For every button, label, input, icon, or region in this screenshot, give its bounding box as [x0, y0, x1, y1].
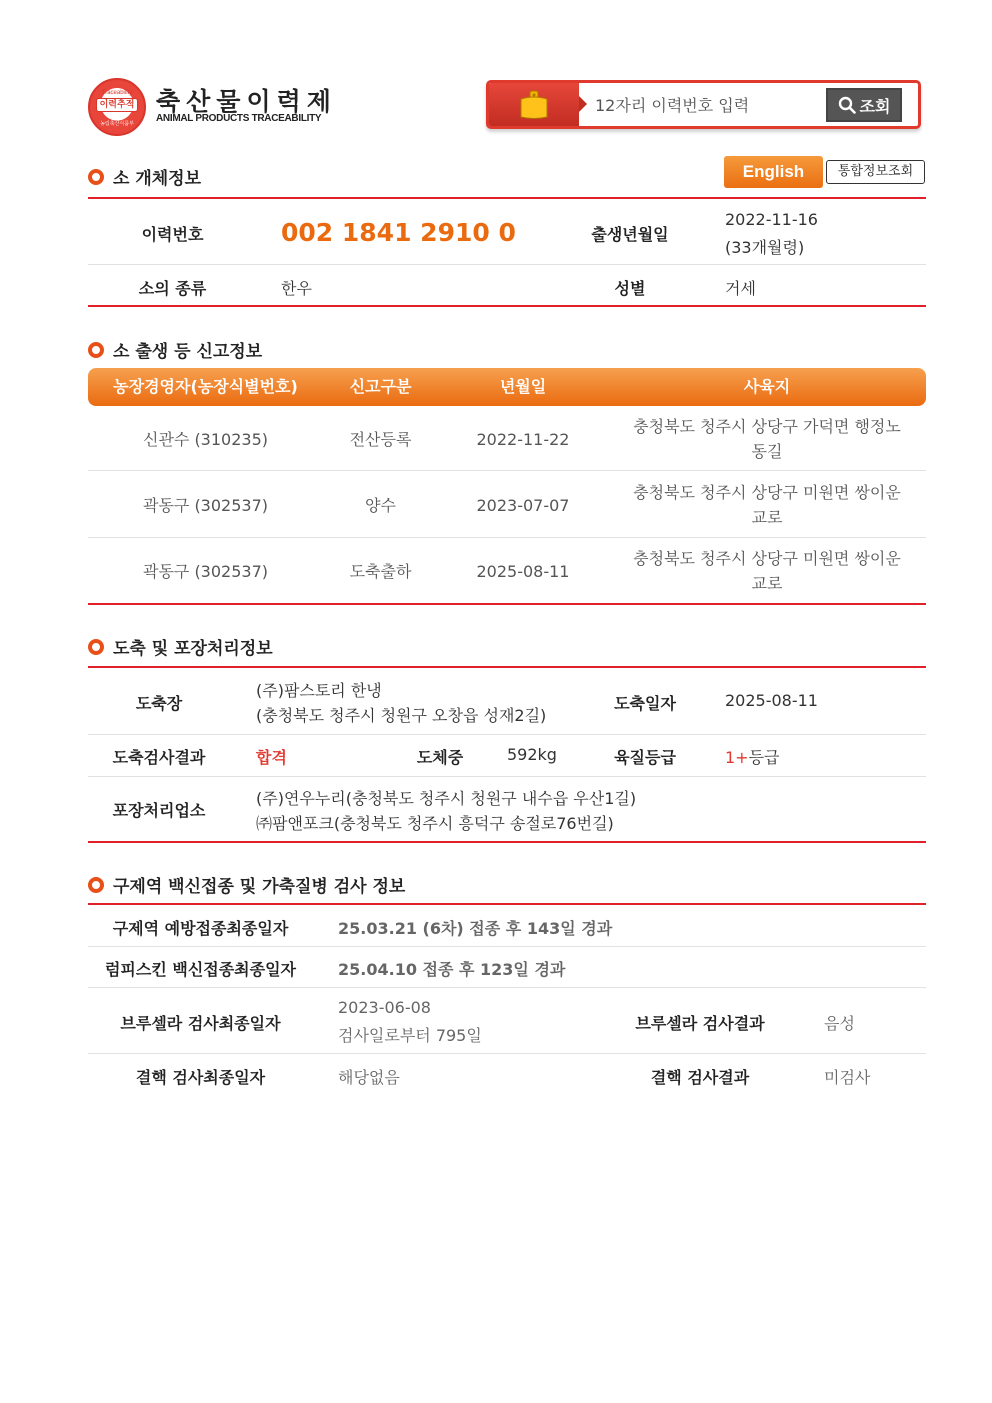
carcass-weight-label: 도체중	[416, 748, 464, 767]
section-title: 도축 및 포장처리정보	[113, 639, 273, 659]
brucella-days-value: 검사일로부터 795일	[338, 1026, 482, 1045]
report-address-line1: 충청북도 청주시 상당구 가덕면 행정노	[633, 417, 901, 436]
badge-top-text: Traceability	[101, 90, 133, 96]
lsd-vaccine-value: 25.04.10 접종 후 123일 경과	[338, 960, 566, 979]
ear-tag-panel	[489, 83, 579, 126]
search-button-label: 조회	[859, 96, 891, 116]
lsd-vaccine-label: 럼피스킨 백신접종최종일자	[104, 960, 297, 979]
section-bullet-icon	[88, 639, 104, 655]
section-vaccine-info-heading	[88, 872, 405, 897]
brucella-result-label: 브루셀라 검사결과	[635, 1014, 765, 1033]
site-subtitle: ANIMAL PRODUCTS TRACEABILITY	[156, 113, 322, 124]
report-address-line2: 교로	[751, 508, 783, 527]
traceability-logo	[88, 78, 146, 136]
report-owner-cell: 신관수 (310235)	[142, 430, 269, 449]
report-table-header	[88, 368, 926, 406]
birth-age-value: (33개월령)	[725, 238, 805, 257]
badge-mid-text: 이력추적	[96, 98, 138, 112]
inspection-result-label: 도축검사결과	[112, 748, 206, 767]
section-title: 구제역 백신접종 및 가축질병 검사 정보	[113, 877, 406, 897]
fmd-vaccine-value: 25.03.21 (6차) 접종 후 143일 경과	[338, 919, 613, 938]
report-address-line1: 충청북도 청주시 상당구 미원면 쌍이운	[633, 483, 901, 502]
divider	[88, 666, 926, 668]
row-divider	[88, 734, 926, 735]
report-address-line2: 동길	[751, 442, 783, 461]
row-divider	[88, 946, 926, 947]
breed-label: 소의 종류	[138, 279, 207, 298]
birth-date-label: 출생년월일	[591, 225, 669, 244]
tb-date-value: 해당없음	[338, 1068, 400, 1087]
brucella-date-value: 2023-06-08	[338, 998, 431, 1017]
packer-label: 포장처리업소	[112, 801, 206, 820]
birth-date-value: 2022-11-16	[725, 210, 818, 229]
slaughter-date-value: 2025-08-11	[725, 691, 818, 710]
site-header	[88, 78, 922, 136]
section-title: 소 출생 등 신고정보	[113, 342, 263, 362]
packer-1: (주)연우누리(충청북도 청주시 청원구 내수읍 우산1길)	[256, 789, 637, 808]
column-header: 신고구분	[349, 377, 412, 396]
packer-2: ㈜팜앤포크(충청북도 청주시 흥덕구 송절로76번길)	[256, 814, 614, 833]
meat-grade-label: 육질등급	[614, 748, 676, 767]
report-type-cell: 양수	[365, 496, 396, 515]
divider	[88, 603, 926, 605]
row-divider	[88, 264, 926, 265]
report-type-cell: 전산등록	[349, 430, 412, 449]
carcass-weight-value: 592kg	[507, 745, 557, 764]
section-bullet-icon	[88, 342, 104, 358]
slaughterhouse-label: 도축장	[135, 694, 183, 713]
trace-number-search-input[interactable]	[595, 91, 817, 119]
section-title: 소 개체정보	[113, 169, 202, 189]
trace-number-value: 002 1841 2910 0	[281, 218, 516, 247]
row-divider	[88, 537, 926, 538]
report-address-line2: 교로	[751, 574, 783, 593]
tb-date-label: 결핵 검사최종일자	[135, 1068, 266, 1087]
report-date-cell: 2022-11-22	[476, 430, 570, 449]
slaughterhouse-address: (충청북도 청주시 청원구 오창읍 성재2길)	[256, 706, 547, 725]
report-date-cell: 2023-07-07	[476, 496, 570, 515]
column-header: 사육지	[743, 377, 791, 396]
report-owner-cell: 곽동구 (302537)	[142, 562, 269, 581]
english-button[interactable]: English	[724, 156, 823, 188]
report-address-line1: 충청북도 청주시 상당구 미원면 쌍이운	[633, 549, 901, 568]
search-bar	[486, 80, 921, 129]
brucella-date-label: 브루셀라 검사최종일자	[120, 1014, 281, 1033]
site-title: 축산물이력제	[156, 87, 337, 116]
meat-grade-prefix: 1+	[725, 748, 749, 767]
section-bullet-icon	[88, 169, 104, 185]
search-icon	[838, 96, 856, 114]
report-date-cell: 2025-08-11	[476, 562, 570, 581]
row-divider	[88, 1053, 926, 1054]
divider	[88, 305, 926, 307]
brucella-result-value: 음성	[824, 1014, 855, 1033]
trace-number-label: 이력번호	[141, 225, 204, 244]
row-divider	[88, 776, 926, 777]
inspection-result-value: 합격	[256, 748, 287, 767]
column-header: 년월일	[499, 377, 547, 396]
divider	[88, 903, 926, 905]
breed-value: 한우	[281, 279, 312, 298]
integrated-info-button[interactable]: 통합정보조회	[826, 160, 925, 184]
divider	[88, 841, 926, 843]
badge-bottom-text: 농림축산식품부	[100, 121, 134, 127]
report-owner-cell: 곽동구 (302537)	[142, 496, 269, 515]
divider	[88, 197, 926, 199]
row-divider	[88, 987, 926, 988]
fmd-vaccine-label: 구제역 예방접종최종일자	[112, 919, 289, 938]
slaughter-date-label: 도축일자	[614, 694, 676, 713]
report-type-cell: 도축출하	[349, 562, 412, 581]
column-header: 농장경영자(농장식별번호)	[113, 377, 298, 396]
section-bullet-icon	[88, 877, 104, 893]
meat-grade-suffix: 등급	[748, 748, 780, 767]
tb-result-label: 결핵 검사결과	[650, 1068, 750, 1087]
slaughterhouse-name: (주)팜스토리 한냉	[256, 681, 382, 700]
section-report-info-heading	[88, 337, 262, 362]
section-slaughter-info-heading	[88, 634, 273, 659]
ear-tag-icon	[517, 90, 551, 120]
tb-result-value: 미검사	[824, 1068, 871, 1087]
row-divider	[88, 470, 926, 471]
search-button[interactable]	[826, 88, 902, 122]
sex-label: 성별	[614, 279, 646, 298]
meat-grade-value	[725, 745, 780, 768]
section-cattle-info-heading	[88, 164, 201, 189]
sex-value: 거세	[725, 279, 756, 298]
